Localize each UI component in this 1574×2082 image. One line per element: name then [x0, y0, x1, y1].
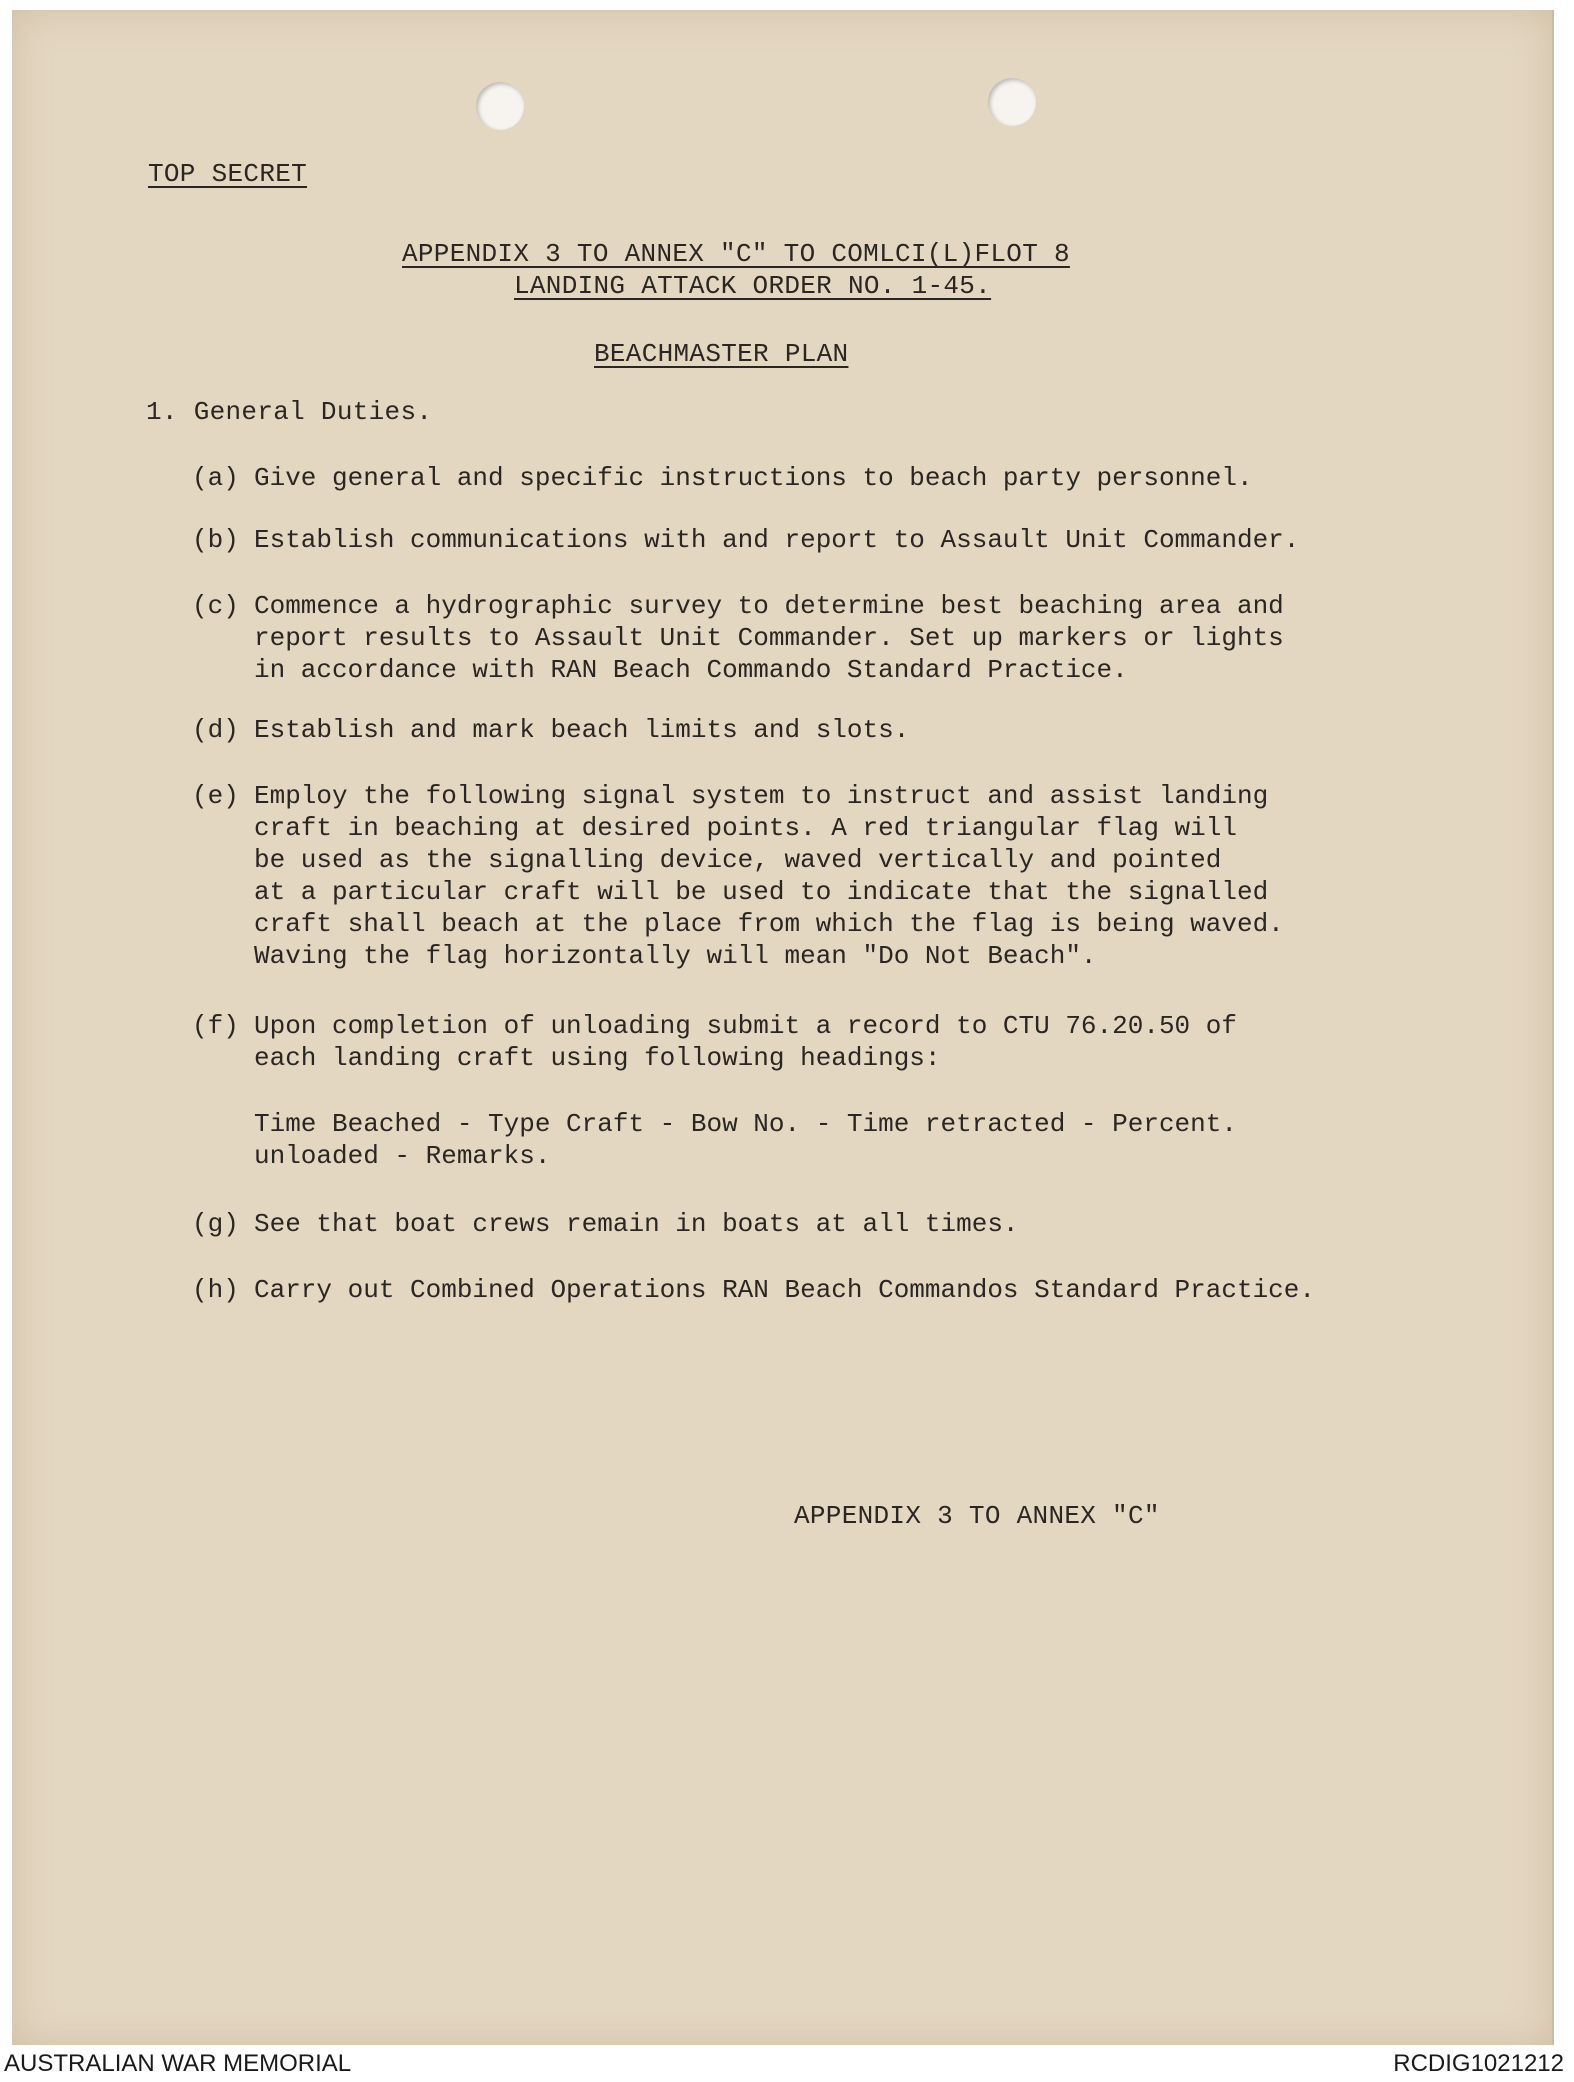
item-label: (c)	[192, 591, 239, 621]
punch-hole-right	[988, 78, 1036, 126]
item-line: Upon completion of unloading submit a record to CTU 76.20.50 of	[254, 1011, 1237, 1041]
item-line: Employ the following signal system to instruct and assist landing	[254, 781, 1269, 811]
item-line: Establish and mark beach limits and slots.	[254, 715, 910, 745]
document-page	[12, 10, 1554, 2045]
item-text	[254, 462, 1253, 494]
page-title: BEACHMASTER PLAN	[594, 339, 849, 369]
punch-hole-left	[476, 82, 524, 130]
item-text	[254, 524, 1299, 556]
item-line: report results to Assault Unit Commander. Set up markers or lights	[254, 623, 1284, 653]
item-label: (f)	[192, 1011, 239, 1041]
item-line: Waving the flag horizontally will mean "Do Not Beach".	[254, 941, 1097, 971]
item-text	[254, 714, 909, 746]
item-text	[254, 590, 1284, 686]
item-label: (e)	[192, 781, 239, 811]
item-label: (g)	[192, 1209, 239, 1239]
item-line: Give general and specific instructions to beach party personnel.	[254, 463, 1253, 493]
record-headings	[254, 1108, 1237, 1172]
section-heading: 1. General Duties.	[146, 397, 433, 427]
item-line: at a particular craft will be used to indicate that the signalled	[254, 877, 1269, 907]
header-line-2: LANDING ATTACK ORDER NO. 1-45.	[514, 271, 992, 301]
item-line: Establish communications with and report to Assault Unit Commander.	[254, 525, 1300, 555]
item-label: (h)	[192, 1275, 239, 1305]
item-line: unloaded - Remarks.	[254, 1141, 551, 1171]
item-text	[254, 1274, 1315, 1306]
item-line: Commence a hydrographic survey to determine best beaching area and	[254, 591, 1284, 621]
page-footer-reference: APPENDIX 3 TO ANNEX "C"	[794, 1501, 1160, 1531]
item-label: (d)	[192, 715, 239, 745]
item-line: each landing craft using following headings:	[254, 1043, 941, 1073]
archive-id: RCDIG1021212	[1393, 2050, 1564, 2077]
item-line: be used as the signalling device, waved vertically and pointed	[254, 845, 1222, 875]
item-line: Carry out Combined Operations RAN Beach Commandos Standard Practice.	[254, 1275, 1315, 1305]
archive-credit: AUSTRALIAN WAR MEMORIAL	[4, 2050, 352, 2077]
item-line: craft shall beach at the place from which the flag is being waved.	[254, 909, 1284, 939]
item-label: (b)	[192, 525, 239, 555]
item-text	[254, 1208, 1019, 1240]
item-text	[254, 1010, 1237, 1074]
classification-mark: TOP SECRET	[148, 159, 308, 189]
item-label: (a)	[192, 463, 239, 493]
item-line: craft in beaching at desired points. A red triangular flag will	[254, 813, 1237, 843]
item-line: See that boat crews remain in boats at all times.	[254, 1209, 1019, 1239]
item-line: in accordance with RAN Beach Commando Standard Practice.	[254, 655, 1128, 685]
item-line: Time Beached - Type Craft - Bow No. - Time retracted - Percent.	[254, 1109, 1237, 1139]
item-text	[254, 780, 1284, 972]
header-line-1: APPENDIX 3 TO ANNEX "C" TO COMLCI(L)FLOT 8	[402, 239, 1070, 269]
